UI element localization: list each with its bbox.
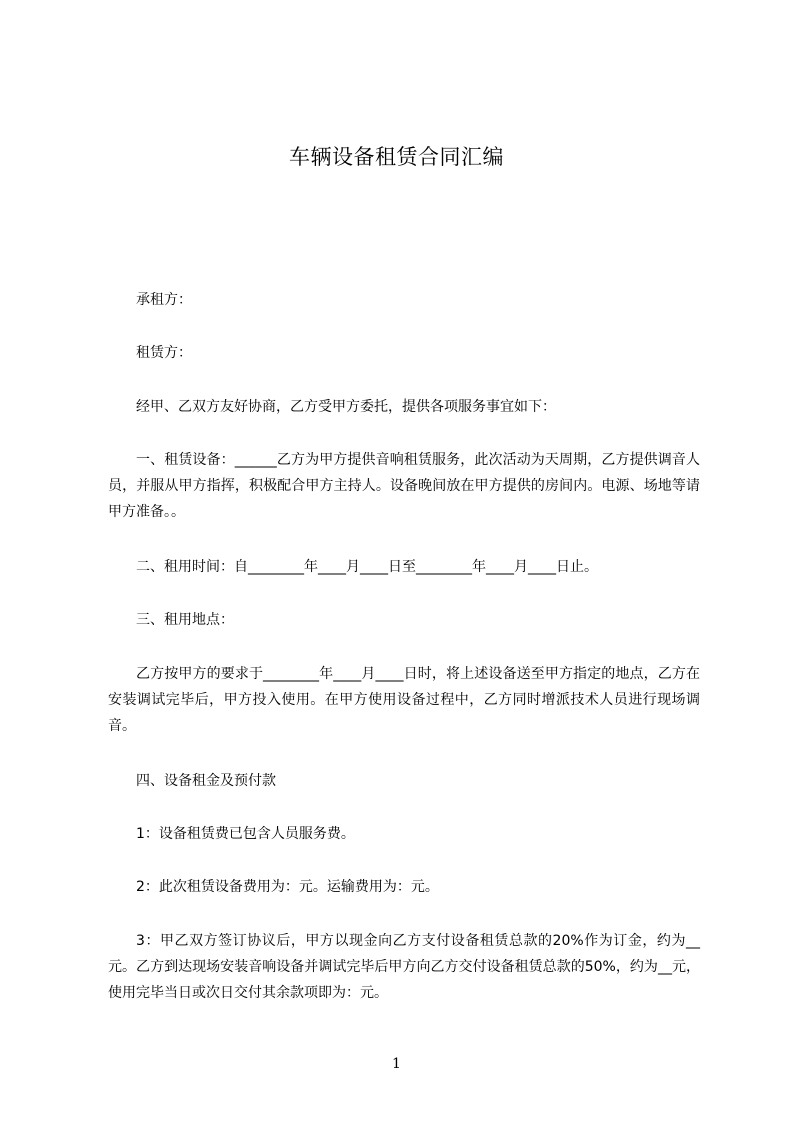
delivery-paragraph: 乙方按甲方的要求于________年____月____日时，将上述设备送至甲方指定的地点，乙方在安装调试完毕后，甲方投入使用。在甲方使用设备过程中，乙方同时增派技术人员进行现场调音。 (108, 666, 700, 734)
section-3-rental-location: 三、租用地点： (136, 612, 234, 628)
clause-3-payment: 3：甲乙双方签订协议后，甲方以现金向乙方支付设备租赁总款的20%作为订金，约为__元。乙方到达现场安装音响设备并调试完毕后甲方向乙方交付设备租赁总款的50%，约为__元，使用完毕当日或次日交付其余款项即为：元。 (108, 933, 700, 1001)
lessee-line: 承租方： (136, 292, 192, 308)
page-number: 1 (392, 1056, 401, 1072)
clause-1-service-fee: 1：设备租赁费已包含人员服务费。 (136, 826, 355, 842)
document-title: 车辆设备租赁合同汇编 (289, 145, 504, 169)
section-4-rent-and-prepayment: 四、设备租金及预付款 (136, 773, 276, 789)
intro-paragraph: 经甲、乙双方友好协商，乙方受甲方委托，提供各项服务事宜如下： (136, 399, 556, 415)
section-2-rental-period: 二、租用时间：自________年____月____日至________年____月____日止。 (136, 559, 598, 575)
lessor-line: 租赁方： (136, 345, 192, 361)
clause-2-fees: 2：此次租赁设备费用为：元。运输费用为：元。 (136, 879, 439, 895)
section-1-rental-equipment: 一、租赁设备：______乙方为甲方提供音响租赁服务，此次活动为天周期，乙方提供调音人员，并服从甲方指挥，积极配合甲方主持人。设备晚间放在甲方提供的房间内。电源、场地等请甲方准备。。 (108, 452, 700, 520)
